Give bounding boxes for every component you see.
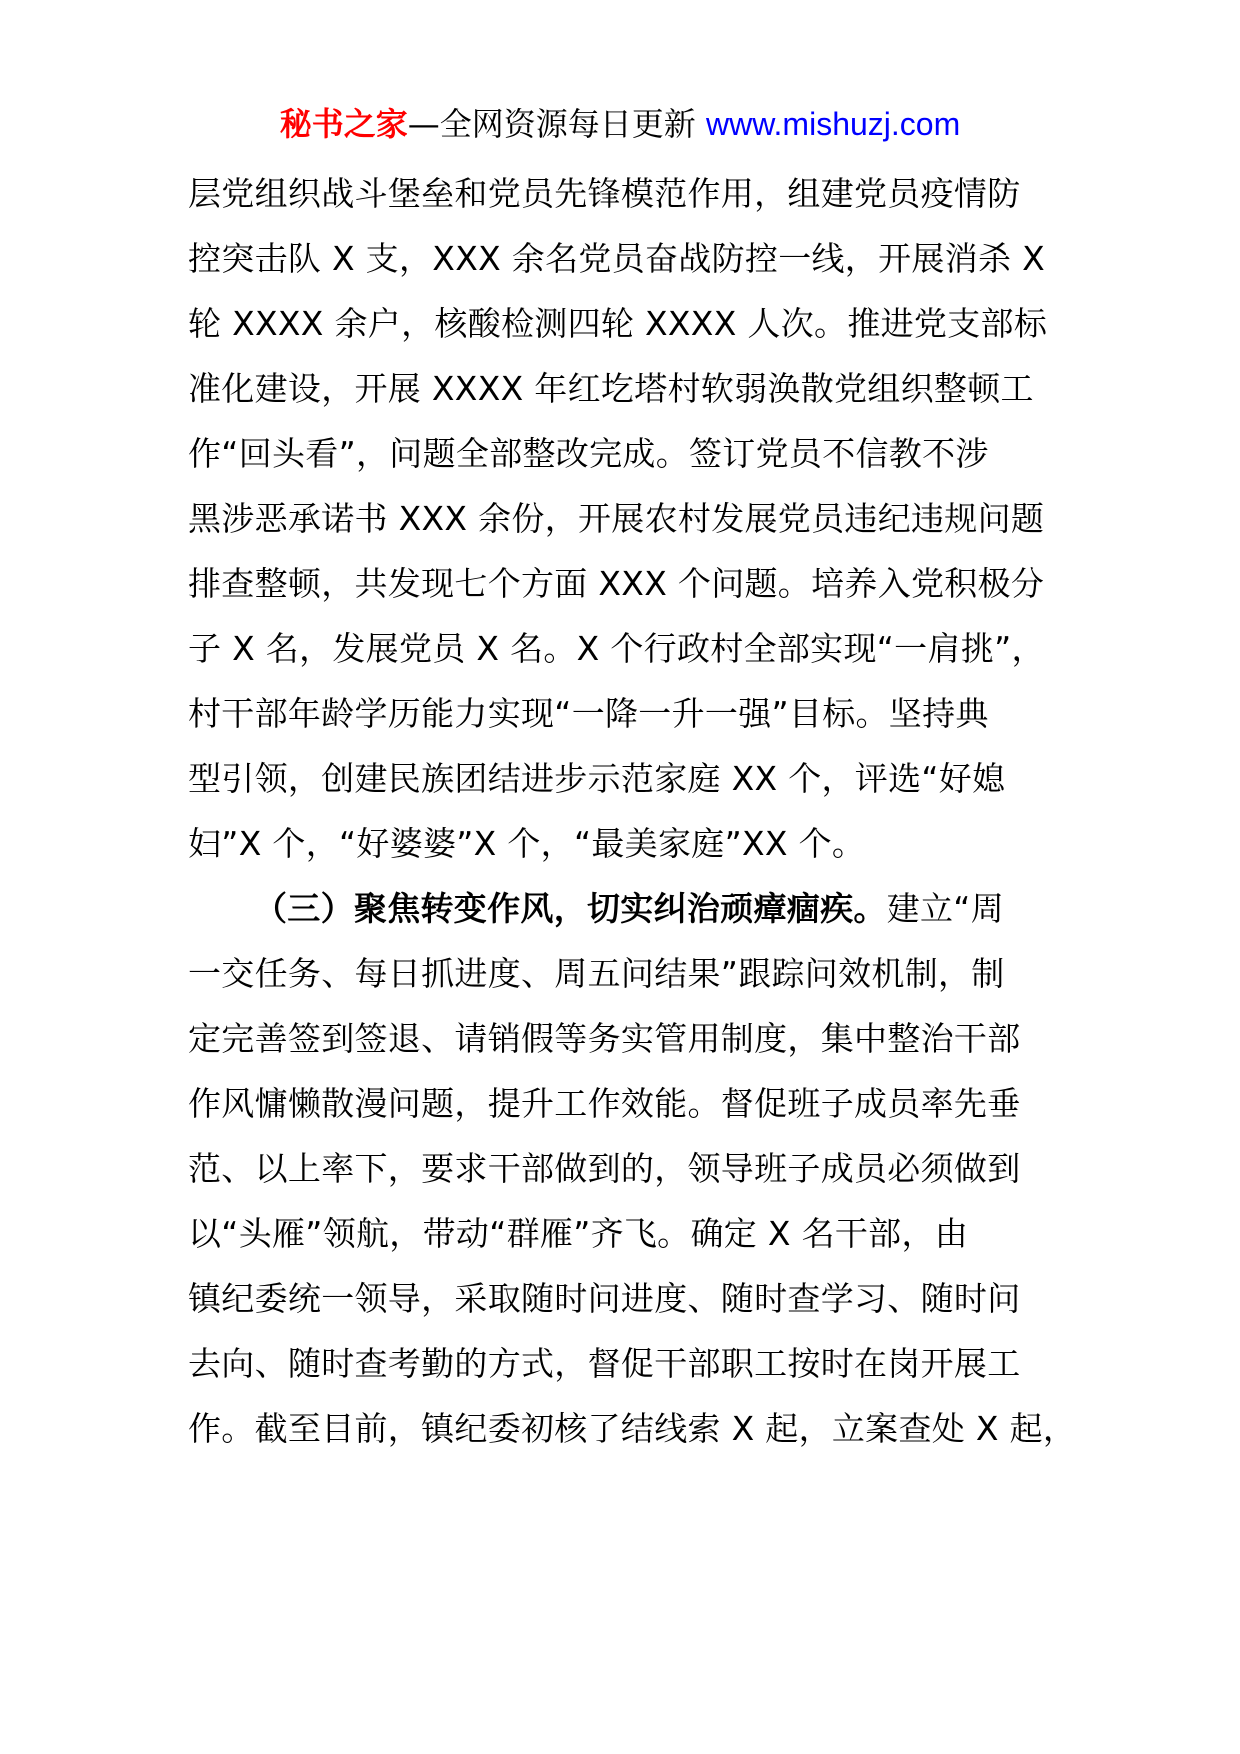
site-header — [0, 104, 1240, 144]
section-3-first-line — [188, 876, 1088, 941]
section-3-first-line-text: 建立“周 — [886, 889, 1004, 928]
section-3-line-8: 去向、随时查考勤的方式，督促干部职工按时在岗开展工 — [188, 1344, 1021, 1383]
body-line-5: 作“回头看”，问题全部整改完成。签订党员不信教不涉 — [188, 434, 989, 473]
section-3-line-6: 以“头雁”领航，带动“群雁”齐飞。确定 X 名干部，由 — [188, 1214, 969, 1253]
body-line-8: 子 X 名，发展党员 X 名。X 个行政村全部实现“一肩挑”， — [188, 629, 1045, 668]
section-3-line-4: 作风慵懒散漫问题，提升工作效能。督促班子成员率先垂 — [188, 1084, 1021, 1123]
document-body — [188, 161, 1088, 1461]
body-line-11: 妇”X 个，“好婆婆”X 个，“最美家庭”XX 个。 — [188, 824, 866, 863]
section-3-line-3: 定完善签到签退、请销假等务实管用制度，集中整治干部 — [188, 1019, 1021, 1058]
section-3-line-9: 作。截至目前，镇纪委初核了结线索 X 起，立案查处 X 起， — [188, 1409, 1077, 1448]
section-3-line-2: 一交任务、每日抓进度、周五问结果”跟踪问效机制，制 — [188, 954, 1005, 993]
body-line-3: 轮 XXXX 余户，核酸检测四轮 XXXX 人次。推进党支部标 — [188, 304, 1048, 343]
body-line-4: 准化建设，开展 XXXX 年红圪塔村软弱涣散党组织整顿工 — [188, 369, 1034, 408]
body-line-10: 型引领，创建民族团结进步示范家庭 XX 个，评选“好媳 — [188, 759, 1006, 798]
header-tagline: —全网资源每日更新 — [407, 105, 706, 143]
brand-name: 秘书之家 — [279, 105, 408, 143]
section-3-heading: （三）聚焦转变作风，切实纠治顽瘴痼疾。 — [254, 889, 887, 928]
body-line-9: 村干部年龄学历能力实现“一降一升一强”目标。坚持典 — [188, 694, 989, 733]
body-line-2: 控突击队 X 支，XXX 余名党员奋战防控一线，开展消杀 X — [188, 239, 1045, 278]
section-3-line-7: 镇纪委统一领导，采取随时问进度、随时查学习、随时问 — [188, 1279, 1021, 1318]
body-line-6: 黑涉恶承诺书 XXX 余份，开展农村发展党员违纪违规问题 — [188, 499, 1045, 538]
body-line-1: 层党组织战斗堡垒和党员先锋模范作用，组建党员疫情防 — [188, 174, 1021, 213]
site-url-link[interactable]: www.mishuzj.com — [705, 106, 961, 142]
section-3-line-5: 范、以上率下，要求干部做到的，领导班子成员必须做到 — [188, 1149, 1021, 1188]
body-line-7: 排查整顿，共发现七个方面 XXX 个问题。培养入党积极分 — [188, 564, 1045, 603]
